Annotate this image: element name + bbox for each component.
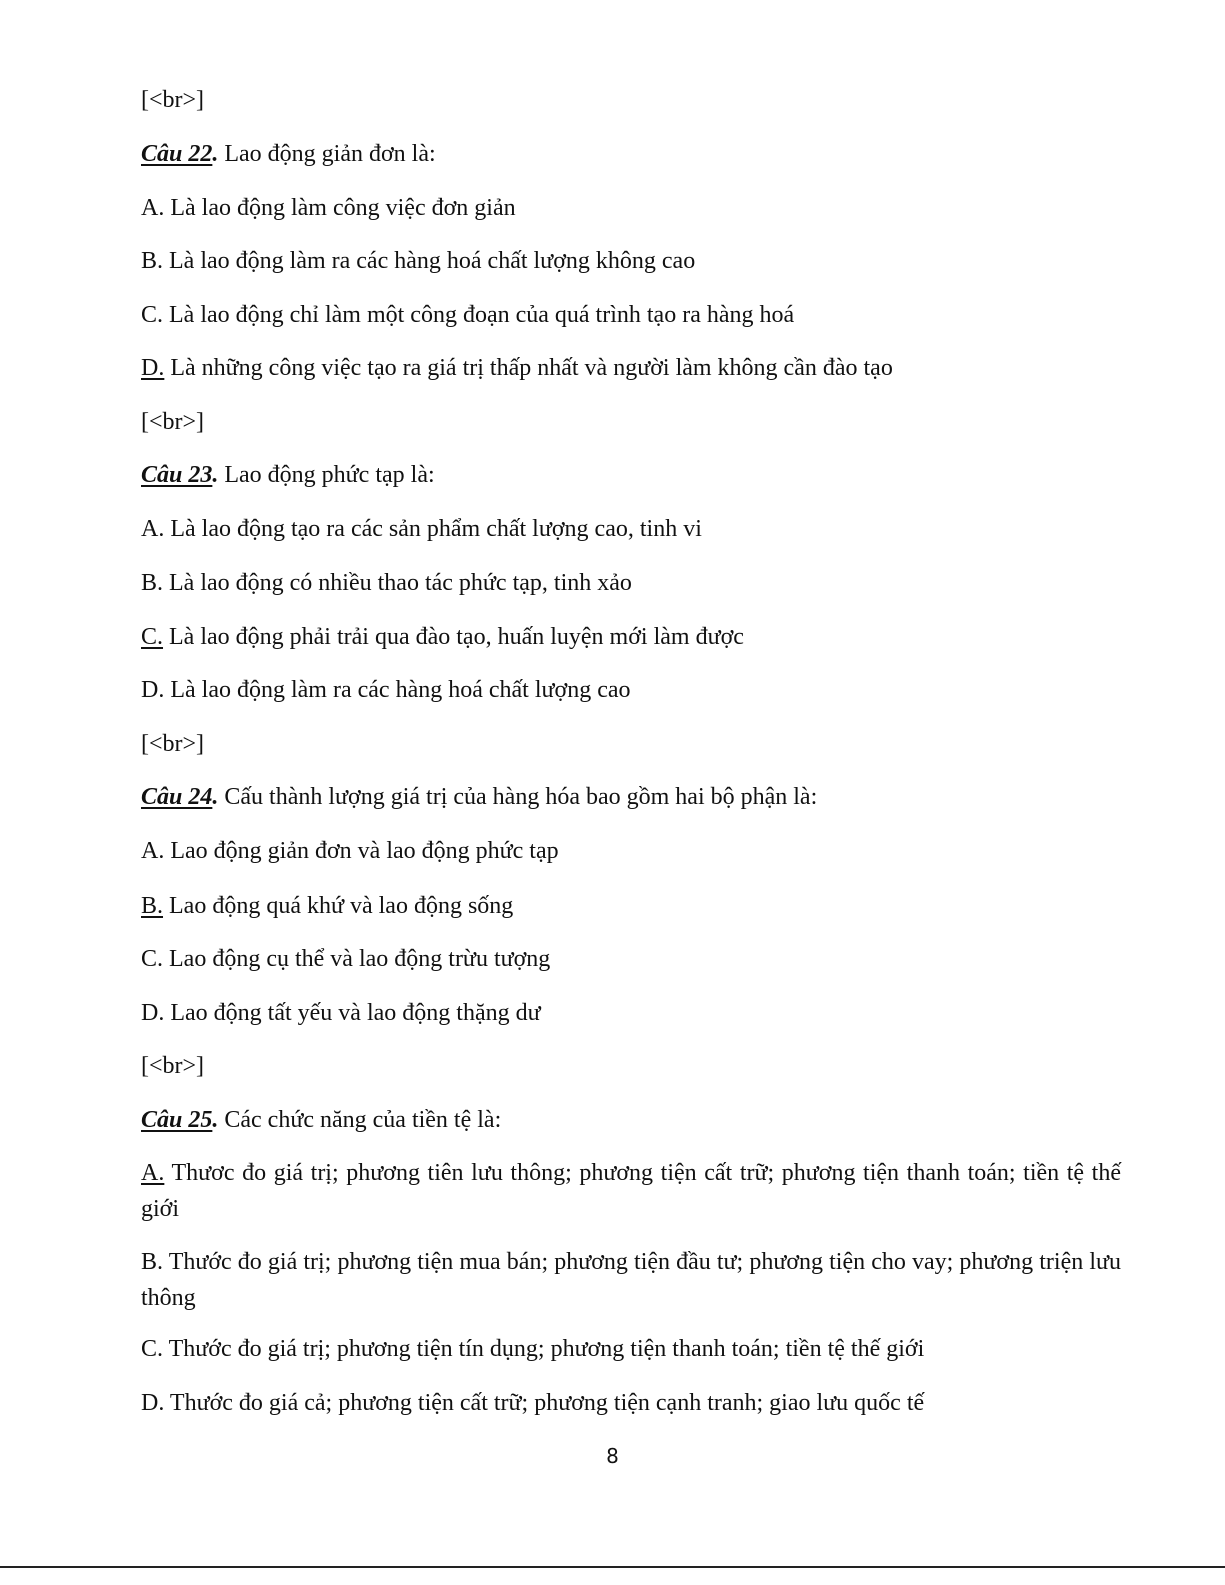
option-letter: C. [141, 302, 164, 328]
question-24 [141, 779, 1121, 815]
option-24d [141, 995, 1121, 1031]
question-text: Lao động giản đơn là: [218, 141, 436, 167]
option-text: Lao động tất yếu và lao động thặng dư [164, 1000, 541, 1026]
option-text: Lao động giản đơn và lao động phức tạp [164, 838, 559, 864]
option-25b [141, 1244, 1121, 1316]
question-label-dot: . [212, 1107, 219, 1133]
option-23a [141, 511, 1121, 547]
option-letter: D. [141, 1000, 165, 1026]
option-text: Là lao động tạo ra các sản phẩm chất lượng cao, tinh vi [164, 516, 702, 542]
option-text: Là lao động làm công việc đơn giản [164, 195, 516, 221]
question-text: Lao động phức tạp là: [218, 462, 435, 488]
option-letter: D. [141, 677, 165, 703]
option-letter: B. [141, 248, 164, 274]
option-text: Lao động cụ thể và lao động trừu tượng [163, 946, 551, 972]
correct-option-letter: B. [141, 893, 164, 919]
option-23c-correct [141, 619, 1121, 655]
page-number: 8 [606, 1444, 619, 1468]
option-25a-correct [141, 1155, 1121, 1227]
option-text: Thước đo giá trị; phương tiện mua bán; phương tiện đầu tư; phương tiện cho vay; phương triện lưu thông [141, 1249, 1121, 1311]
option-22c [141, 297, 1121, 333]
option-text: Lao động quá khứ và lao động sống [163, 893, 514, 919]
option-23b [141, 565, 1121, 601]
question-label: Câu 24 [141, 784, 213, 810]
option-24b-correct [141, 888, 1121, 924]
option-text: Thước đo giá trị; phương tiện tín dụng; phương tiện thanh toán; tiền tệ thế giới [163, 1336, 925, 1362]
correct-option-letter: D. [141, 355, 165, 381]
option-22b [141, 243, 1121, 279]
question-text: Các chức năng của tiền tệ là: [218, 1107, 502, 1133]
option-24a [141, 833, 1121, 869]
option-25d [141, 1385, 1121, 1421]
option-letter: B. [141, 1249, 164, 1275]
option-24c [141, 941, 1121, 977]
option-text: Là lao động chỉ làm một công đoạn của quá trình tạo ra hàng hoá [163, 302, 795, 328]
question-label: Câu 23 [141, 462, 213, 488]
question-23 [141, 457, 1121, 493]
option-text: Thươc đo giá trị; phương tiên lưu thông; phương tiện cất trữ; phương tiện thanh toán; tiền tệ thế giới [141, 1160, 1121, 1222]
correct-option-letter: A. [141, 1160, 165, 1186]
option-22a [141, 190, 1121, 226]
separator-tag: [<br>] [141, 409, 205, 435]
option-text: Thước đo giá cả; phương tiện cất trữ; phương tiện cạnh tranh; giao lưu quốc tế [164, 1390, 925, 1416]
option-letter: B. [141, 570, 164, 596]
option-letter: A. [141, 516, 165, 542]
page-bottom-border [0, 1566, 1225, 1568]
question-22 [141, 136, 1121, 172]
question-text: Cấu thành lượng giá trị của hàng hóa bao gồm hai bộ phận là: [218, 784, 818, 810]
option-text: Là lao động làm ra các hàng hoá chất lượng không cao [163, 248, 696, 274]
option-letter: D. [141, 1390, 165, 1416]
option-text: Là lao động có nhiều thao tác phức tạp, tinh xảo [163, 570, 632, 596]
option-text: Là lao động phải trải qua đào tạo, huấn luyện mới làm được [163, 624, 744, 650]
separator-tag: [<br>] [141, 87, 205, 113]
option-22d-correct [141, 350, 1121, 386]
question-label: Câu 25 [141, 1107, 213, 1133]
question-25 [141, 1102, 1121, 1138]
option-23d [141, 672, 1121, 708]
option-letter: C. [141, 1336, 164, 1362]
question-label-dot: . [212, 462, 219, 488]
separator-tag: [<br>] [141, 731, 205, 757]
question-label-dot: . [212, 141, 219, 167]
option-text: Là những công việc tạo ra giá trị thấp nhất và người làm không cần đào tạo [164, 355, 893, 381]
correct-option-letter: C. [141, 624, 164, 650]
option-letter: C. [141, 946, 164, 972]
separator-tag: [<br>] [141, 1053, 205, 1079]
question-label-dot: . [212, 784, 219, 810]
question-label: Câu 22 [141, 141, 213, 167]
option-text: Là lao động làm ra các hàng hoá chất lượng cao [164, 677, 631, 703]
option-letter: A. [141, 838, 165, 864]
option-25c [141, 1331, 1121, 1367]
option-letter: A. [141, 195, 165, 221]
